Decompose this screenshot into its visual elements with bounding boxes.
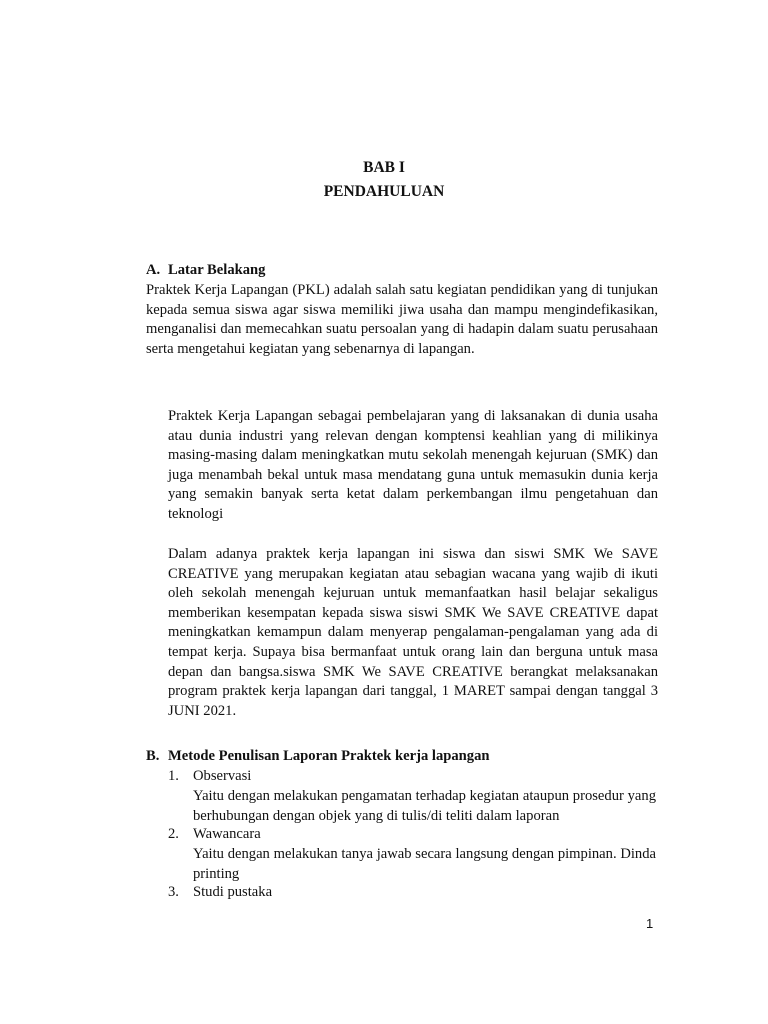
list-item-number: 2. (168, 826, 179, 842)
list-item-label: Wawancara (193, 826, 261, 842)
chapter-title: PENDAHULUAN (323, 183, 445, 200)
list-item (168, 767, 658, 827)
section-a-paragraph-1 (146, 281, 658, 359)
section-a-paragraph-3 (168, 545, 658, 721)
list-item (168, 883, 658, 903)
page-number: 1 (646, 916, 654, 931)
paragraph-text: Praktek Kerja Lapangan sebagai pembelajaran yang di laksanakan di dunia usaha atau dunia industri yang relevan dengan komptensi keahlian yang di milikinya masing-masing dalam meningkatkan mutu sekolah menengah kejuruan (SMK) dan juga menambah bekal untuk masa mendatang guna untuk memasukin dunia kerja yang semakin banyak serta ketat dalam perkembangan ilmu pengetahuan dan teknologi (168, 408, 658, 522)
section-b-heading (146, 747, 489, 767)
section-a-paragraph-2 (168, 407, 658, 525)
section-a-heading (146, 261, 265, 281)
list-item-description: Yaitu dengan melakukan pengamatan terhadap kegiatan ataupun prosedur yang berhubungan dengan objek yang di tulis/di teliti dalam laporan (193, 788, 656, 824)
list-item (168, 825, 658, 885)
section-b-marker: B. (146, 748, 160, 764)
list-item-description: Yaitu dengan melakukan tanya jawab secara langsung dengan pimpinan. Dinda printing (193, 846, 656, 882)
list-item-number: 1. (168, 768, 179, 784)
paragraph-text: Praktek Kerja Lapangan (PKL) adalah salah satu kegiatan pendidikan yang di tunjukan kepada semua siswa agar siswa memiliki jiwa usaha dan mampu mengindefikasikan, menganalisi dan memecahkan suatu persoalan yang di hadapin dalam suatu perusahaan serta mengetahui kegiatan yang sebenarnya di lapangan. (146, 282, 658, 357)
paragraph-text: Dalam adanya praktek kerja lapangan ini siswa dan siswi SMK We SAVE CREATIVE yang merupakan kegiatan atau sebagian wacana yang wajib di ikuti oleh sekolah menengah kejuruan untuk memanfaatkan hasil belajar sekaligus memberikan kesempatan kepada siswa siswi SMK We SAVE CREATIVE dapat meningkatkan kemampun dalam menyerap pengalaman-pengalaman yang ada di tempat kerja. Supaya bisa bermanfaat untuk orang lain dan berguna untuk masa depan dan bangsa.siswa SMK We SAVE CREATIVE berangkat melaksanakan program praktek kerja lapangan dari tanggal, 1 MARET sampai dengan tanggal 3 JUNI 2021. (168, 546, 658, 719)
list-item-label: Observasi (193, 768, 252, 784)
section-b-title: Metode Penulisan Laporan Praktek kerja lapangan (168, 748, 490, 764)
list-item-label: Studi pustaka (193, 884, 273, 900)
section-a-marker: A. (146, 262, 161, 278)
chapter-number: BAB I (363, 159, 405, 176)
section-a-title: Latar Belakang (168, 262, 266, 278)
list-item-number: 3. (168, 884, 179, 900)
